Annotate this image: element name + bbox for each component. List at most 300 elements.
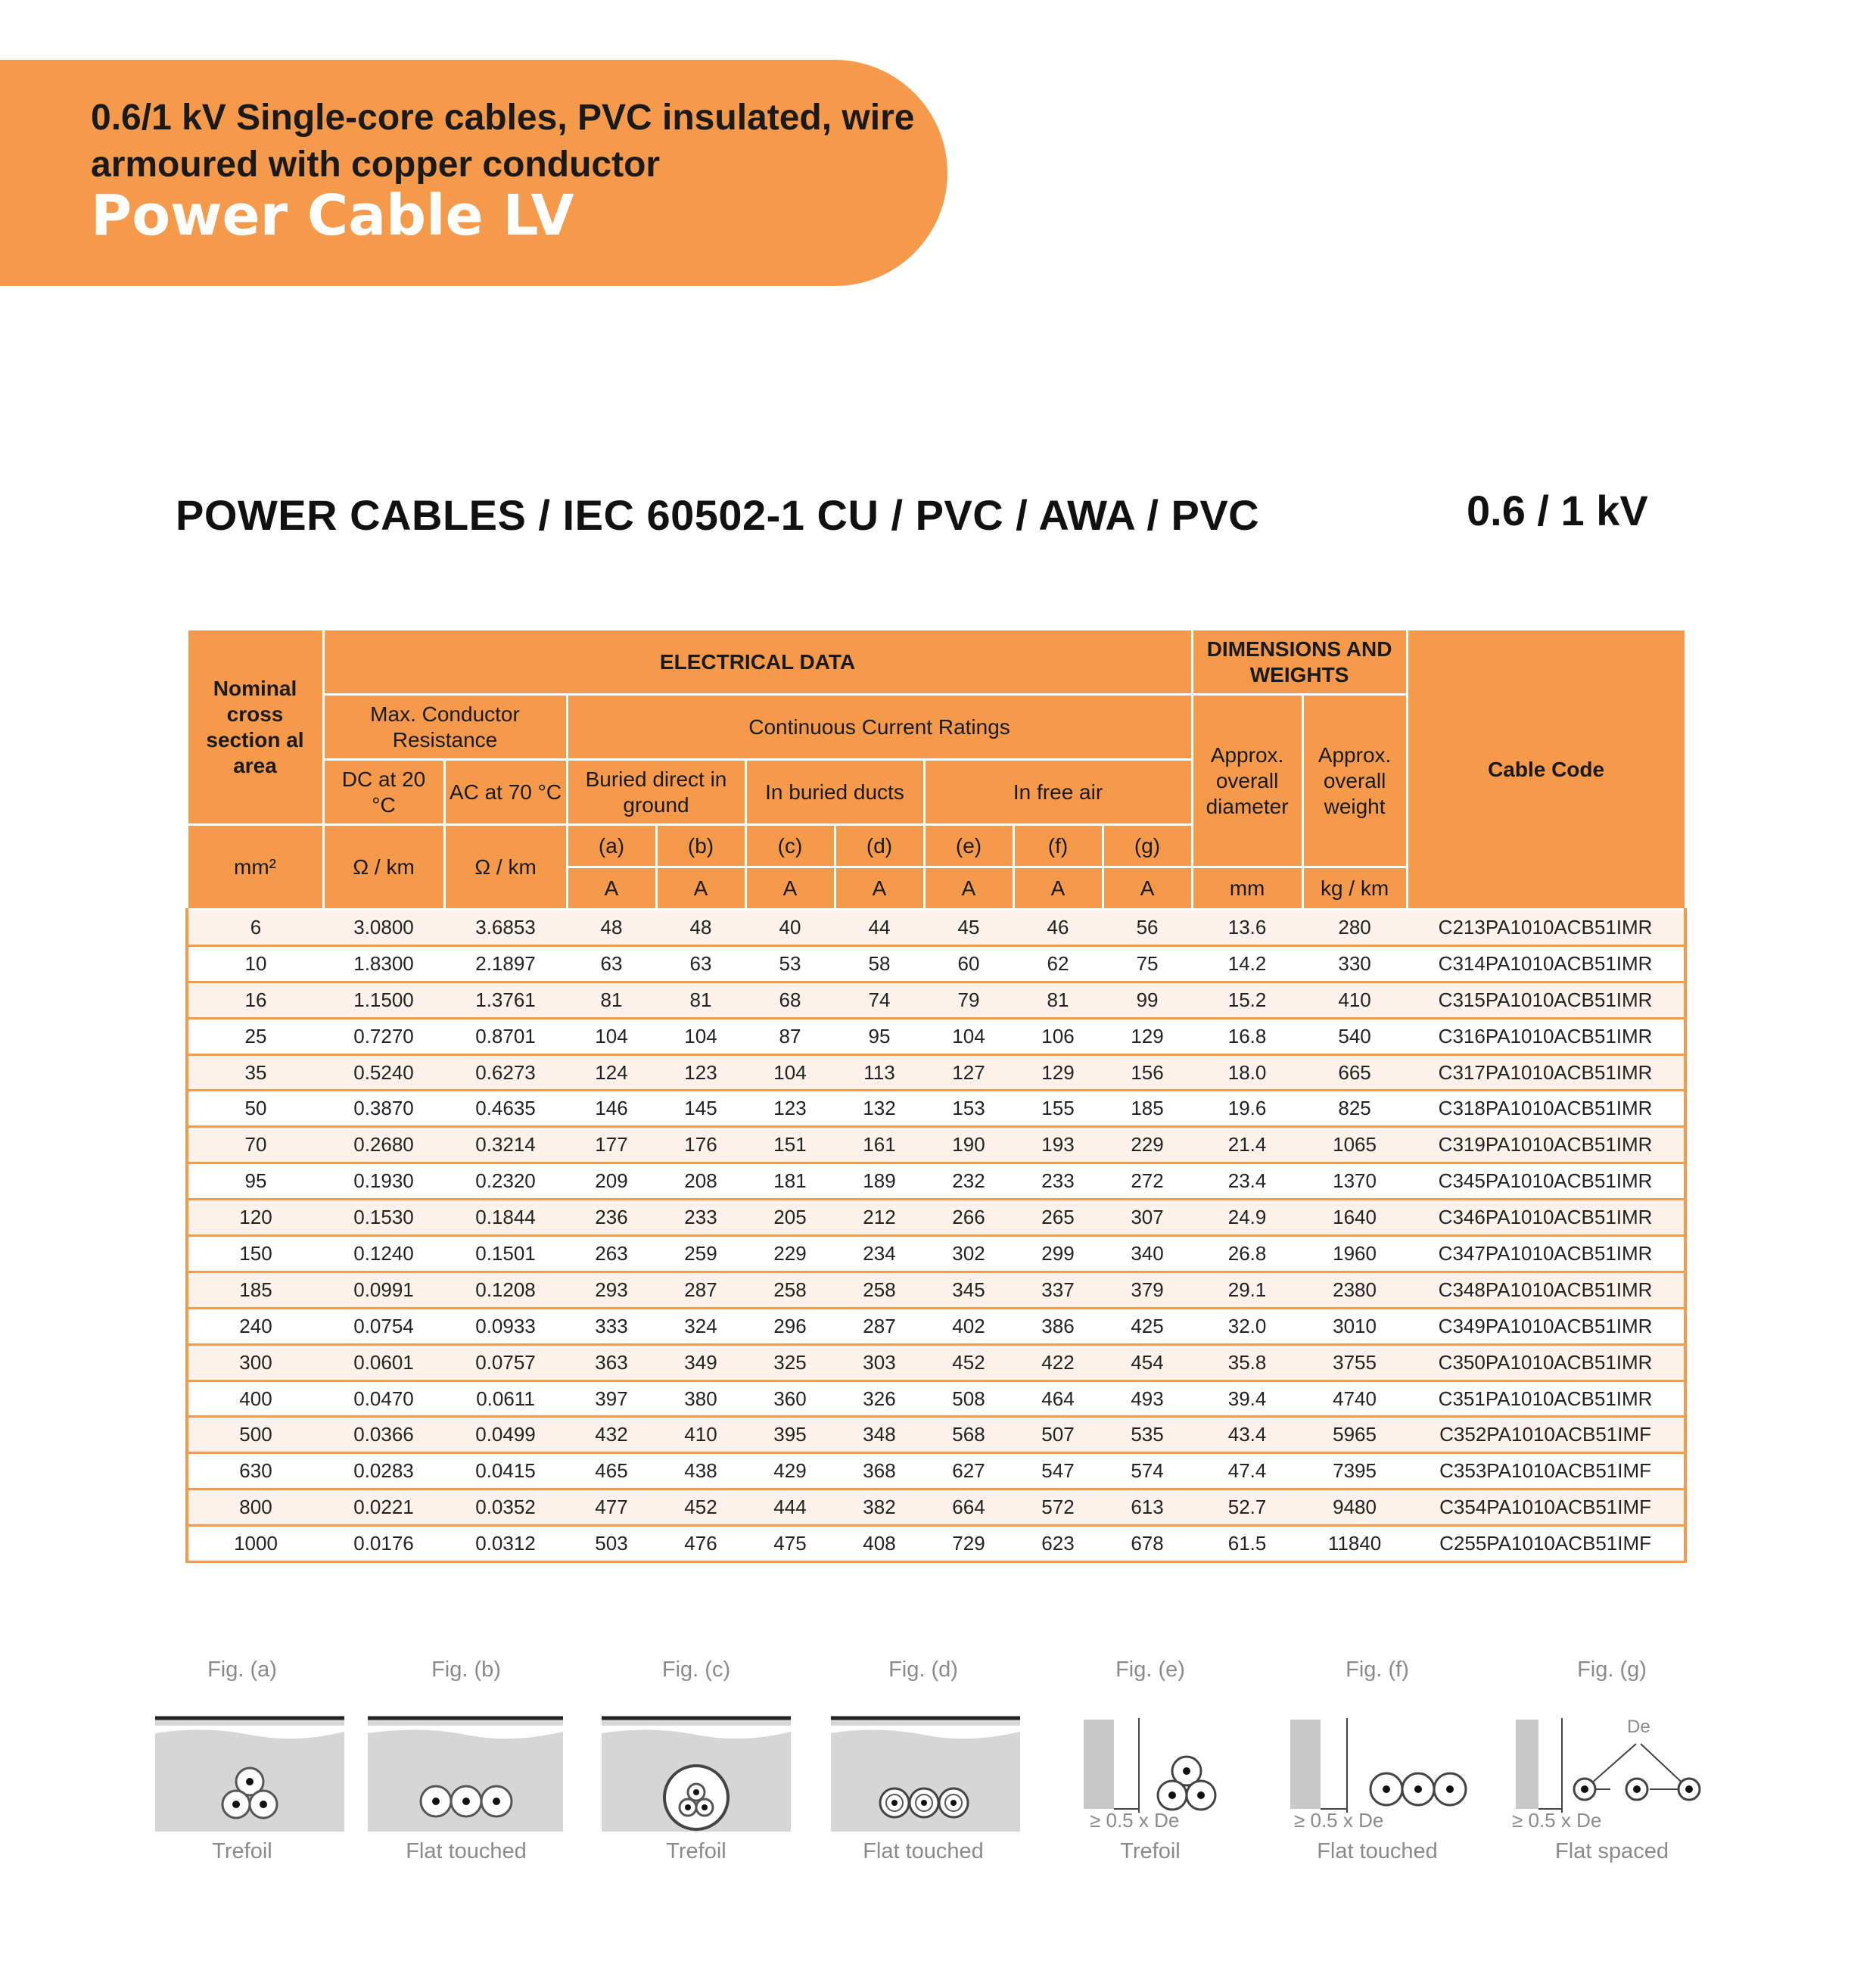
figure-g (1506, 1658, 1718, 1885)
unit-amp-header: A (656, 867, 745, 910)
unit-amp-header: A (1013, 867, 1103, 910)
rating-f-cell: 265 (1013, 1200, 1103, 1236)
rating-e-cell: 302 (924, 1236, 1013, 1272)
dc-resistance-cell: 0.0176 (323, 1526, 444, 1562)
ac-header: AC at 70 °C (444, 760, 567, 825)
voltage-rating: 0.6 / 1 kV (1467, 487, 1648, 534)
ac-resistance-cell: 0.6273 (444, 1054, 567, 1091)
rating-d-cell: 303 (835, 1344, 924, 1381)
cable-code-cell: C352PA1010ACB51IMF (1407, 1417, 1685, 1453)
rating-b-cell: 63 (656, 945, 745, 982)
rating-c-cell: 444 (745, 1490, 835, 1526)
table-row (187, 1526, 1685, 1562)
area-cell: 300 (187, 1344, 323, 1381)
rating-f-cell: 193 (1013, 1127, 1103, 1163)
figure-f (1271, 1658, 1483, 1885)
rating-f-cell: 62 (1013, 945, 1103, 982)
weight-header: Approx. overall weight (1302, 695, 1407, 867)
dc-resistance-cell: 3.0800 (323, 910, 444, 946)
area-cell: 800 (187, 1490, 323, 1526)
rating-c-cell: 181 (745, 1163, 835, 1200)
rating-b-cell: 208 (656, 1163, 745, 1200)
figure-caption: Flat touched (1317, 1839, 1438, 1863)
table-row (187, 1381, 1685, 1417)
diameter-cell: 39.4 (1192, 1381, 1302, 1417)
rating-f-cell: 623 (1013, 1526, 1103, 1562)
dc-resistance-cell: 0.0991 (323, 1272, 444, 1308)
rating-g-cell: 272 (1103, 1163, 1192, 1200)
diameter-cell: 16.8 (1192, 1018, 1302, 1054)
area-cell: 500 (187, 1417, 323, 1453)
rating-g-cell: 574 (1103, 1453, 1192, 1490)
gap-label: De (1627, 1717, 1650, 1737)
rating-f-cell: 464 (1013, 1381, 1103, 1417)
unit-amp-header: A (924, 867, 1013, 910)
area-cell: 120 (187, 1200, 323, 1236)
rating-e-cell: 627 (924, 1453, 1013, 1490)
rating-e-cell: 452 (924, 1344, 1013, 1381)
figure-b (360, 1658, 572, 1885)
table-row (187, 1417, 1685, 1453)
rating-b-cell: 349 (656, 1344, 745, 1381)
cable-code-cell: C345PA1010ACB51IMR (1407, 1163, 1685, 1200)
rating-g-cell: 535 (1103, 1417, 1192, 1453)
area-cell: 240 (187, 1308, 323, 1344)
area-cell: 25 (187, 1018, 323, 1054)
area-cell: 150 (187, 1236, 323, 1272)
rating-e-cell: 568 (924, 1417, 1013, 1453)
rating-f-cell: 81 (1013, 982, 1103, 1018)
diameter-cell: 23.4 (1192, 1163, 1302, 1200)
rating-c-cell: 475 (745, 1526, 835, 1562)
table-row (187, 1453, 1685, 1490)
unit-ac-header: Ω / km (444, 825, 567, 910)
figure-caption: Trefoil (666, 1839, 726, 1863)
cable-spec-table (185, 628, 1687, 1563)
dimensions-weights-header: DIMENSIONS AND WEIGHTS (1192, 630, 1407, 695)
rating-f-cell: 547 (1013, 1453, 1103, 1490)
area-cell: 10 (187, 945, 323, 982)
figure-caption: Flat touched (406, 1839, 527, 1863)
rating-f-cell: 155 (1013, 1091, 1103, 1127)
cable-code-cell: C255PA1010ACB51IMF (1407, 1526, 1685, 1562)
ac-resistance-cell: 0.0352 (444, 1490, 567, 1526)
rating-f-cell: 572 (1013, 1490, 1103, 1526)
rating-f-cell: 46 (1013, 910, 1103, 946)
diameter-cell: 14.2 (1192, 945, 1302, 982)
rating-d-cell: 382 (835, 1490, 924, 1526)
ac-resistance-cell: 3.6853 (444, 910, 567, 946)
table-row (187, 1490, 1685, 1526)
rating-b-cell: 145 (656, 1091, 745, 1127)
rating-c-cell: 205 (745, 1200, 835, 1236)
rating-d-cell: 74 (835, 982, 924, 1018)
rating-d-cell: 189 (835, 1163, 924, 1200)
ac-resistance-cell: 0.0757 (444, 1344, 567, 1381)
weight-cell: 4740 (1302, 1381, 1407, 1417)
weight-cell: 7395 (1302, 1453, 1407, 1490)
dc-resistance-cell: 0.0221 (323, 1490, 444, 1526)
weight-cell: 665 (1302, 1054, 1407, 1091)
unit-mm-header: mm (1192, 867, 1302, 910)
rating-c-cell: 258 (745, 1272, 835, 1308)
rating-d-cell: 258 (835, 1272, 924, 1308)
dc-resistance-cell: 0.1240 (323, 1236, 444, 1272)
diameter-cell: 24.9 (1192, 1200, 1302, 1236)
weight-cell: 825 (1302, 1091, 1407, 1127)
figure-caption: Flat touched (863, 1839, 984, 1863)
dc-resistance-cell: 0.5240 (323, 1054, 444, 1091)
cable-code-cell: C350PA1010ACB51IMR (1407, 1344, 1685, 1381)
figure-label: Fig. (g) (1577, 1658, 1647, 1682)
rating-b-cell: 287 (656, 1272, 745, 1308)
rating-c-cell: 40 (745, 910, 835, 946)
ac-resistance-cell: 0.0312 (444, 1526, 567, 1562)
rating-g-cell: 307 (1103, 1200, 1192, 1236)
fig-f-header: (f) (1013, 825, 1103, 867)
dc-resistance-cell: 0.0366 (323, 1417, 444, 1453)
cable-code-cell: C319PA1010ACB51IMR (1407, 1127, 1685, 1163)
figure-a (136, 1658, 348, 1885)
area-cell: 95 (187, 1163, 323, 1200)
cable-code-cell: C314PA1010ACB51IMR (1407, 945, 1685, 982)
rating-b-cell: 233 (656, 1200, 745, 1236)
figure-c (590, 1658, 802, 1885)
rating-c-cell: 68 (745, 982, 835, 1018)
weight-cell: 3010 (1302, 1308, 1407, 1344)
rating-c-cell: 429 (745, 1453, 835, 1490)
rating-g-cell: 229 (1103, 1127, 1192, 1163)
dc-resistance-cell: 0.1530 (323, 1200, 444, 1236)
unit-dc-header: Ω / km (323, 825, 444, 910)
rating-f-cell: 129 (1013, 1054, 1103, 1091)
banner-title: Power Cable LV (91, 183, 574, 248)
rating-e-cell: 664 (924, 1490, 1013, 1526)
rating-d-cell: 44 (835, 910, 924, 946)
rating-d-cell: 326 (835, 1381, 924, 1417)
diameter-cell: 26.8 (1192, 1236, 1302, 1272)
spacing-label: ≥ 0.5 x De (1294, 1809, 1384, 1832)
table-row (187, 910, 1685, 946)
buried-ducts-header: In buried ducts (745, 760, 924, 825)
dc-resistance-cell: 0.0470 (323, 1381, 444, 1417)
rating-c-cell: 296 (745, 1308, 835, 1344)
rating-g-cell: 454 (1103, 1344, 1192, 1381)
figure-label: Fig. (a) (207, 1658, 277, 1682)
figure-label: Fig. (e) (1115, 1658, 1185, 1682)
unit-area-header: mm² (187, 825, 323, 910)
rating-f-cell: 299 (1013, 1236, 1103, 1272)
rating-e-cell: 104 (924, 1018, 1013, 1054)
rating-e-cell: 402 (924, 1308, 1013, 1344)
rating-b-cell: 48 (656, 910, 745, 946)
diameter-cell: 15.2 (1192, 982, 1302, 1018)
rating-b-cell: 438 (656, 1453, 745, 1490)
rating-a-cell: 333 (567, 1308, 656, 1344)
table-row (187, 1018, 1685, 1054)
rating-g-cell: 75 (1103, 945, 1192, 982)
rating-f-cell: 106 (1013, 1018, 1103, 1054)
fig-a-header: (a) (567, 825, 656, 867)
cable-code-cell: C348PA1010ACB51IMR (1407, 1272, 1685, 1308)
table-row (187, 945, 1685, 982)
rating-d-cell: 348 (835, 1417, 924, 1453)
area-cell: 6 (187, 910, 323, 946)
ac-resistance-cell: 0.1844 (444, 1200, 567, 1236)
rating-c-cell: 360 (745, 1381, 835, 1417)
area-cell: 70 (187, 1127, 323, 1163)
rating-d-cell: 234 (835, 1236, 924, 1272)
rating-c-cell: 87 (745, 1018, 835, 1054)
diameter-cell: 18.0 (1192, 1054, 1302, 1091)
rating-d-cell: 132 (835, 1091, 924, 1127)
weight-cell: 410 (1302, 982, 1407, 1018)
rating-g-cell: 340 (1103, 1236, 1192, 1272)
unit-amp-header: A (1103, 867, 1192, 910)
weight-cell: 330 (1302, 945, 1407, 982)
dc-resistance-cell: 0.0754 (323, 1308, 444, 1344)
diameter-cell: 32.0 (1192, 1308, 1302, 1344)
table-row (187, 1091, 1685, 1127)
rating-b-cell: 259 (656, 1236, 745, 1272)
table-row (187, 1308, 1685, 1344)
rating-b-cell: 104 (656, 1018, 745, 1054)
weight-cell: 11840 (1302, 1526, 1407, 1562)
figure-caption: Trefoil (212, 1839, 272, 1863)
cable-code-cell: C346PA1010ACB51IMR (1407, 1200, 1685, 1236)
weight-cell: 1370 (1302, 1163, 1407, 1200)
weight-cell: 1640 (1302, 1200, 1407, 1236)
rating-e-cell: 729 (924, 1526, 1013, 1562)
rating-a-cell: 48 (567, 910, 656, 946)
rating-e-cell: 345 (924, 1272, 1013, 1308)
cable-code-cell: C347PA1010ACB51IMR (1407, 1236, 1685, 1272)
dc-resistance-cell: 0.2680 (323, 1127, 444, 1163)
rating-d-cell: 287 (835, 1308, 924, 1344)
weight-cell: 280 (1302, 910, 1407, 946)
rating-d-cell: 368 (835, 1453, 924, 1490)
buried-ground-header: Buried direct in ground (567, 760, 745, 825)
rating-b-cell: 176 (656, 1127, 745, 1163)
rating-g-cell: 156 (1103, 1054, 1192, 1091)
rating-g-cell: 185 (1103, 1091, 1192, 1127)
rating-f-cell: 507 (1013, 1417, 1103, 1453)
rating-d-cell: 113 (835, 1054, 924, 1091)
rating-d-cell: 58 (835, 945, 924, 982)
spacing-label: ≥ 0.5 x De (1512, 1809, 1602, 1832)
figure-d (817, 1658, 1029, 1885)
ac-resistance-cell: 0.0415 (444, 1453, 567, 1490)
buried-flat-touched-icon (360, 1695, 572, 1832)
rating-b-cell: 324 (656, 1308, 745, 1344)
rating-g-cell: 99 (1103, 982, 1192, 1018)
rating-e-cell: 60 (924, 945, 1013, 982)
rating-a-cell: 124 (567, 1054, 656, 1091)
dc-resistance-cell: 0.1930 (323, 1163, 444, 1200)
weight-cell: 3755 (1302, 1344, 1407, 1381)
figure-label: Fig. (b) (431, 1658, 501, 1682)
rating-e-cell: 190 (924, 1127, 1013, 1163)
rating-a-cell: 146 (567, 1091, 656, 1127)
rating-b-cell: 410 (656, 1417, 745, 1453)
table-row (187, 1054, 1685, 1091)
rating-b-cell: 81 (656, 982, 745, 1018)
unit-amp-header: A (745, 867, 835, 910)
fig-d-header: (d) (835, 825, 924, 867)
rating-c-cell: 151 (745, 1127, 835, 1163)
ac-resistance-cell: 0.3214 (444, 1127, 567, 1163)
table-row (187, 1272, 1685, 1308)
rating-c-cell: 53 (745, 945, 835, 982)
ac-resistance-cell: 0.2320 (444, 1163, 567, 1200)
dc-resistance-cell: 0.0601 (323, 1344, 444, 1381)
diameter-cell: 13.6 (1192, 910, 1302, 946)
buried-trefoil-icon (136, 1695, 348, 1832)
unit-weight-header: kg / km (1302, 867, 1407, 910)
rating-f-cell: 337 (1013, 1272, 1103, 1308)
weight-cell: 5965 (1302, 1417, 1407, 1453)
figure-caption: Flat spaced (1555, 1839, 1669, 1863)
rating-g-cell: 379 (1103, 1272, 1192, 1308)
weight-cell: 1960 (1302, 1236, 1407, 1272)
rating-a-cell: 236 (567, 1200, 656, 1236)
cable-code-header: Cable Code (1407, 630, 1685, 910)
rating-c-cell: 229 (745, 1236, 835, 1272)
ac-resistance-cell: 0.4635 (444, 1091, 567, 1127)
diameter-cell: 52.7 (1192, 1490, 1302, 1526)
dc-resistance-cell: 0.7270 (323, 1018, 444, 1054)
figure-caption: Trefoil (1120, 1839, 1181, 1863)
spacing-label: ≥ 0.5 x De (1090, 1809, 1180, 1832)
diameter-cell: 19.6 (1192, 1091, 1302, 1127)
ac-resistance-cell: 1.3761 (444, 982, 567, 1018)
ac-resistance-cell: 0.8701 (444, 1018, 567, 1054)
cable-code-cell: C318PA1010ACB51IMR (1407, 1091, 1685, 1127)
weight-cell: 540 (1302, 1018, 1407, 1054)
rating-e-cell: 266 (924, 1200, 1013, 1236)
unit-amp-header: A (567, 867, 656, 910)
table-row (187, 1200, 1685, 1236)
electrical-data-header: ELECTRICAL DATA (323, 630, 1192, 695)
rating-g-cell: 678 (1103, 1526, 1192, 1562)
area-cell: 185 (187, 1272, 323, 1308)
figure-label: Fig. (d) (888, 1658, 958, 1682)
rating-e-cell: 232 (924, 1163, 1013, 1200)
fig-b-header: (b) (656, 825, 745, 867)
banner-subtitle: 0.6/1 kV Single-core cables, PVC insulated, wire armoured with copper conductor (91, 98, 915, 185)
rating-a-cell: 503 (567, 1526, 656, 1562)
table-row (187, 1127, 1685, 1163)
rating-e-cell: 127 (924, 1054, 1013, 1091)
rating-a-cell: 477 (567, 1490, 656, 1526)
ac-resistance-cell: 0.0933 (444, 1308, 567, 1344)
dc-header: DC at 20 °C (323, 760, 444, 825)
area-cell: 16 (187, 982, 323, 1018)
unit-amp-header: A (835, 867, 924, 910)
diameter-cell: 35.8 (1192, 1344, 1302, 1381)
fig-e-header: (e) (924, 825, 1013, 867)
rating-b-cell: 123 (656, 1054, 745, 1091)
rating-c-cell: 325 (745, 1344, 835, 1381)
ac-resistance-cell: 2.1897 (444, 945, 567, 982)
ac-resistance-cell: 0.1501 (444, 1236, 567, 1272)
diameter-cell: 61.5 (1192, 1526, 1302, 1562)
area-cell: 400 (187, 1381, 323, 1417)
rating-f-cell: 386 (1013, 1308, 1103, 1344)
diameter-cell: 47.4 (1192, 1453, 1302, 1490)
table-row (187, 1344, 1685, 1381)
max-resistance-header: Max. Conductor Resistance (323, 695, 567, 760)
ac-resistance-cell: 0.1208 (444, 1272, 567, 1308)
rating-c-cell: 395 (745, 1417, 835, 1453)
rating-a-cell: 104 (567, 1018, 656, 1054)
rating-f-cell: 233 (1013, 1163, 1103, 1200)
header-banner (0, 60, 947, 286)
area-cell: 630 (187, 1453, 323, 1490)
rating-e-cell: 153 (924, 1091, 1013, 1127)
dc-resistance-cell: 0.0283 (323, 1453, 444, 1490)
rating-a-cell: 63 (567, 945, 656, 982)
diameter-cell: 29.1 (1192, 1272, 1302, 1308)
area-cell: 1000 (187, 1526, 323, 1562)
diameter-cell: 21.4 (1192, 1127, 1302, 1163)
rating-a-cell: 209 (567, 1163, 656, 1200)
document-title: POWER CABLES / IEC 60502-1 CU / PVC / AWA / PVC (176, 491, 1260, 539)
dc-resistance-cell: 0.3870 (323, 1091, 444, 1127)
free-air-header: In free air (924, 760, 1192, 825)
rating-g-cell: 56 (1103, 910, 1192, 946)
rating-a-cell: 177 (567, 1127, 656, 1163)
weight-cell: 1065 (1302, 1127, 1407, 1163)
cable-code-cell: C316PA1010ACB51IMR (1407, 1018, 1685, 1054)
cable-code-cell: C353PA1010ACB51IMF (1407, 1453, 1685, 1490)
cable-code-cell: C317PA1010ACB51IMR (1407, 1054, 1685, 1091)
duct-flat-touched-icon (817, 1695, 1029, 1832)
rating-b-cell: 476 (656, 1526, 745, 1562)
rating-e-cell: 79 (924, 982, 1013, 1018)
rating-b-cell: 452 (656, 1490, 745, 1526)
table-row (187, 1236, 1685, 1272)
rating-d-cell: 212 (835, 1200, 924, 1236)
rating-c-cell: 123 (745, 1091, 835, 1127)
fig-c-header: (c) (745, 825, 835, 867)
figure-e (1044, 1658, 1256, 1885)
duct-trefoil-icon (590, 1695, 802, 1832)
dc-resistance-cell: 1.8300 (323, 945, 444, 982)
rating-b-cell: 380 (656, 1381, 745, 1417)
rating-d-cell: 95 (835, 1018, 924, 1054)
cable-code-cell: C315PA1010ACB51IMR (1407, 982, 1685, 1018)
cable-code-cell: C351PA1010ACB51IMR (1407, 1381, 1685, 1417)
rating-e-cell: 508 (924, 1381, 1013, 1417)
rating-a-cell: 397 (567, 1381, 656, 1417)
rating-g-cell: 613 (1103, 1490, 1192, 1526)
ac-resistance-cell: 0.0611 (444, 1381, 567, 1417)
diameter-cell: 43.4 (1192, 1417, 1302, 1453)
nominal-area-header: Nominal cross section al area (187, 630, 323, 825)
rating-d-cell: 408 (835, 1526, 924, 1562)
figure-label: Fig. (c) (661, 1658, 731, 1682)
table-row (187, 982, 1685, 1018)
area-cell: 35 (187, 1054, 323, 1091)
rating-a-cell: 432 (567, 1417, 656, 1453)
rating-c-cell: 104 (745, 1054, 835, 1091)
rating-a-cell: 465 (567, 1453, 656, 1490)
weight-cell: 2380 (1302, 1272, 1407, 1308)
continuous-ratings-header: Continuous Current Ratings (567, 695, 1192, 760)
diameter-header: Approx. overall diameter (1192, 695, 1302, 867)
area-cell: 50 (187, 1091, 323, 1127)
